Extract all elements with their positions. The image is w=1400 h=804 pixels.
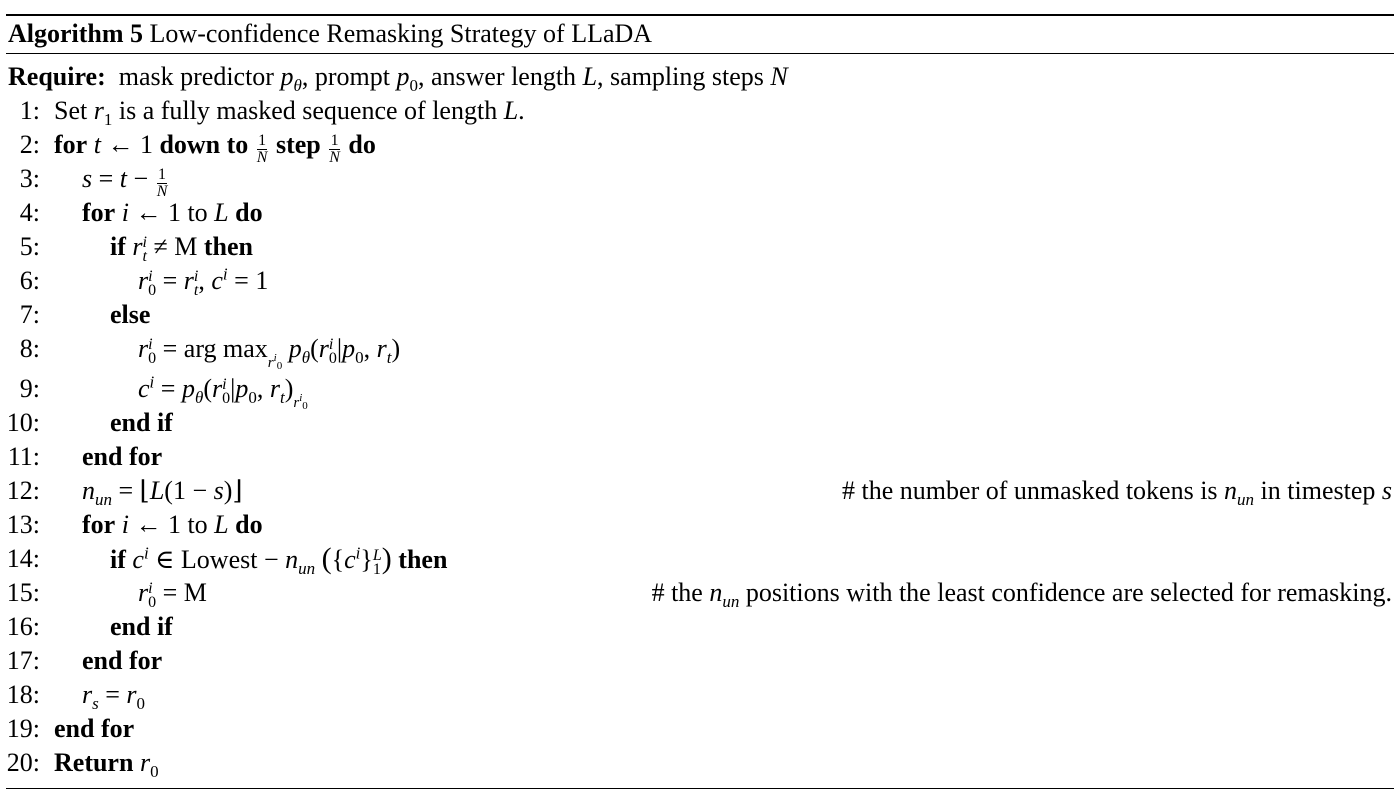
line-code bbox=[82, 196, 263, 230]
comment-text: # the bbox=[651, 578, 703, 607]
algorithm-name: Low-confidence Remasking Strategy of LLaDA bbox=[149, 19, 653, 48]
line-code bbox=[54, 128, 376, 166]
line-code bbox=[82, 508, 263, 542]
math-L: L bbox=[214, 510, 229, 539]
text-period: . bbox=[518, 96, 525, 125]
math-p0: $p_0$ bbox=[396, 62, 418, 96]
math-confidence: $c^i = p_\theta(r$ i 0 $|p_0$, $r_t)r^i0$ bbox=[138, 372, 308, 412]
text-desc: is a fully masked sequence of length bbox=[118, 96, 498, 125]
line-code bbox=[110, 542, 447, 577]
line-number: 4: bbox=[19, 198, 40, 227]
text-to: to bbox=[187, 510, 208, 539]
line-number: 19: bbox=[6, 714, 40, 743]
math-fraction: $\frac{1}{N}$ bbox=[256, 132, 268, 166]
comment bbox=[842, 474, 1392, 508]
line-number: 10: bbox=[6, 408, 40, 437]
line-11 bbox=[0, 440, 1396, 474]
line-2 bbox=[0, 128, 1396, 166]
math-r1: $r_1$ bbox=[93, 96, 113, 130]
keyword-end-for: end for bbox=[82, 442, 163, 471]
math-assignment: r i 0 = r i t , $c^i = 1$ bbox=[138, 264, 269, 299]
top-rule bbox=[6, 14, 1394, 16]
line-7 bbox=[0, 298, 1396, 332]
line-8 bbox=[0, 332, 1396, 372]
line-18 bbox=[0, 678, 1396, 712]
line-number: 15: bbox=[6, 578, 40, 607]
math-i-assign: i ← 1 bbox=[121, 510, 181, 539]
keyword-do: do bbox=[348, 130, 376, 159]
line-code bbox=[82, 644, 162, 678]
line-number: 3: bbox=[19, 164, 40, 193]
line-code bbox=[110, 230, 253, 264]
math-s-def: s = t − bbox=[82, 164, 149, 193]
line-code bbox=[82, 474, 243, 508]
require-line bbox=[8, 60, 788, 94]
keyword-do: do bbox=[235, 510, 263, 539]
math-fraction: $\frac{1}{N}$ bbox=[156, 166, 168, 200]
math-condition: r i t ≠ M bbox=[132, 232, 198, 265]
math-L: L bbox=[214, 198, 229, 227]
require-text-1: mask predictor bbox=[118, 62, 274, 91]
keyword-then: then bbox=[203, 232, 253, 261]
line-number: 9: bbox=[19, 374, 40, 403]
math-r0: $r_0$ bbox=[139, 748, 159, 782]
title-rule bbox=[6, 53, 1394, 54]
line-number: 6: bbox=[19, 266, 40, 295]
line-13 bbox=[0, 508, 1396, 542]
keyword-else: else bbox=[110, 300, 151, 329]
line-number: 13: bbox=[6, 510, 40, 539]
line-9 bbox=[0, 372, 1396, 412]
line-1 bbox=[0, 94, 1396, 128]
line-number: 1: bbox=[19, 96, 40, 125]
math-L: L bbox=[582, 62, 598, 91]
math-fraction: $\frac{1}{N}$ bbox=[329, 132, 340, 166]
keyword-end-for: end for bbox=[82, 646, 163, 675]
keyword-for: for bbox=[82, 198, 116, 227]
comment-text: in timestep bbox=[1260, 476, 1376, 505]
require-text-3: , answer length bbox=[417, 62, 577, 91]
line-number: 18: bbox=[6, 680, 40, 709]
math-n-un: $n_{un}$ = ⌊L(1 − s)⌋ bbox=[82, 476, 243, 510]
keyword-down-to: down to bbox=[159, 130, 249, 159]
comment-text: positions with the least confidence are selected for remasking. bbox=[745, 578, 1392, 607]
line-3 bbox=[0, 162, 1396, 200]
line-code bbox=[54, 94, 525, 128]
line-code bbox=[138, 332, 401, 372]
keyword-for: for bbox=[54, 130, 88, 159]
line-code bbox=[54, 746, 159, 780]
math-N: N bbox=[770, 62, 788, 91]
keyword-for: for bbox=[82, 510, 116, 539]
line-14 bbox=[0, 542, 1396, 579]
line-20 bbox=[0, 746, 1396, 780]
line-number: 2: bbox=[19, 130, 40, 159]
line-19 bbox=[0, 712, 1396, 746]
math-argmax: r i 0 = arg maxr$^i$0 $p_\theta(r$ i 0 $|p_0$, $r_t$) bbox=[138, 334, 401, 372]
line-number: 11: bbox=[7, 442, 40, 471]
line-16 bbox=[0, 610, 1396, 644]
line-number: 12: bbox=[6, 476, 40, 505]
comment bbox=[652, 576, 1392, 610]
line-code bbox=[54, 712, 134, 746]
line-number: 8: bbox=[19, 334, 40, 363]
math-L: L bbox=[503, 96, 519, 125]
require-text-4: , sampling steps bbox=[597, 62, 764, 91]
keyword-end-if: end if bbox=[110, 612, 173, 641]
line-number: 16: bbox=[6, 612, 40, 641]
line-code bbox=[138, 372, 308, 412]
line-number: 5: bbox=[19, 232, 40, 261]
line-12 bbox=[0, 474, 1396, 508]
keyword-end-if: end if bbox=[110, 408, 173, 437]
comment-text: # the number of unmasked tokens is bbox=[842, 476, 1218, 505]
line-number: 20: bbox=[6, 748, 40, 777]
line-10 bbox=[0, 406, 1396, 440]
keyword-then: then bbox=[398, 545, 448, 574]
line-4 bbox=[0, 196, 1396, 230]
math-remask: r i 0 = M bbox=[138, 578, 207, 611]
text-to: to bbox=[187, 198, 208, 227]
line-code bbox=[138, 264, 268, 298]
line-5 bbox=[0, 230, 1396, 264]
math-n-un: $n_{un}$ bbox=[1224, 476, 1255, 510]
line-6 bbox=[0, 264, 1396, 298]
keyword-step: step bbox=[275, 130, 321, 159]
math-t-assign: t ← 1 bbox=[93, 130, 153, 159]
math-rs-assign: $r_s = r_0$ bbox=[82, 680, 146, 714]
line-code bbox=[82, 162, 169, 200]
keyword-if: if bbox=[110, 545, 126, 574]
line-code bbox=[110, 298, 150, 332]
keyword-end-for: end for bbox=[54, 714, 135, 743]
require-text-2: , prompt bbox=[301, 62, 390, 91]
math-lowest-condition: $c^i$ ∈ Lowest − $n_{un}$ ($\{c^i\}$ L 1 ) bbox=[132, 542, 392, 579]
math-s: s bbox=[1381, 476, 1392, 505]
bottom-rule bbox=[6, 788, 1394, 789]
line-number: 7: bbox=[19, 300, 40, 329]
keyword-return: Return bbox=[54, 748, 134, 777]
keyword-do: do bbox=[235, 198, 263, 227]
algorithm-title bbox=[8, 17, 652, 51]
line-code bbox=[110, 610, 173, 644]
line-code bbox=[82, 440, 162, 474]
line-code bbox=[82, 678, 145, 712]
keyword-if: if bbox=[110, 232, 126, 261]
line-17 bbox=[0, 644, 1396, 678]
math-i-assign: i ← 1 bbox=[121, 198, 181, 227]
line-number: 17: bbox=[6, 646, 40, 675]
line-code bbox=[110, 406, 173, 440]
line-code bbox=[138, 576, 207, 610]
line-number: 14: bbox=[6, 544, 40, 573]
math-n-un: $n_{un}$ bbox=[709, 578, 740, 612]
algorithm-label: Algorithm 5 bbox=[8, 19, 144, 48]
math-p-theta: $p_\theta$ bbox=[280, 62, 302, 96]
line-15 bbox=[0, 576, 1396, 610]
require-keyword: Require: bbox=[8, 62, 106, 91]
text-set: Set bbox=[54, 96, 88, 125]
